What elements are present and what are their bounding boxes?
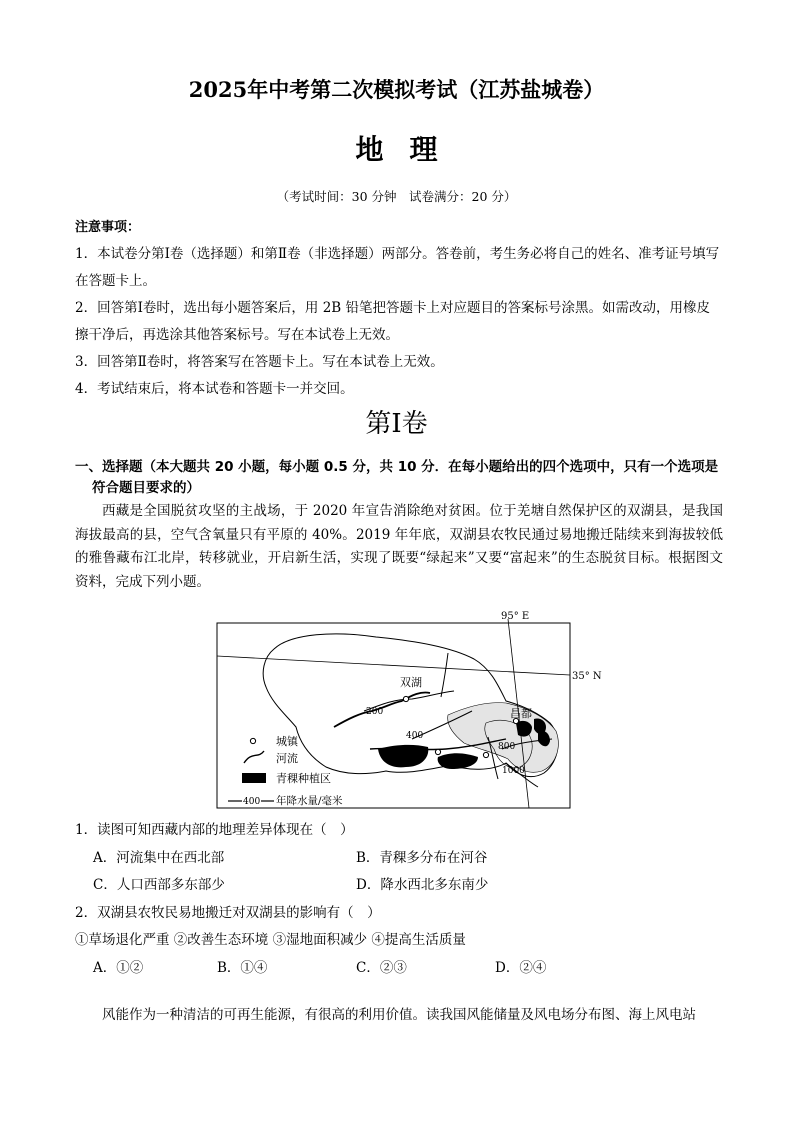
legend-town-icon [250, 738, 255, 743]
legend-isohyet-label: 年降水量/毫米 [276, 795, 343, 807]
question-1 [75, 817, 725, 900]
question-options [75, 872, 725, 900]
reading-passage: 西藏是全国脱贫攻坚的主战场，于 2020 年宣告消除绝对贫困。位于羌塘自然保护区的双湖县，是我国海拔最高的县，空气含氧量只有平原的 40%。2019 年年底，双湖县农牧民通过易地搬迁陆续来到海拔较低的雅鲁藏布江北岸，转移就业，开启新生活，实现了既要“绿起来”又要“富起来”的生态脱贫目标。根据图文资料，完成下列小题。 [75, 503, 723, 590]
legend-barley-label: 青稞种植区 [276, 772, 331, 785]
section-heading-line: 一、选择题（本大题共 20 小题，每小题 0.5 分，共 10 分．在每小题给出的四个选项中，只有一个选项是 [75, 459, 719, 475]
subject-title: 地理 [355, 133, 464, 166]
longitude-label: 95° E [501, 611, 530, 622]
notice-item: 1．本试卷分第Ⅰ卷（选择题）和第Ⅱ卷（非选择题）两部分。答卷前，考生务必将自己的姓名、准考证号填写在答题卡上。 [75, 246, 720, 289]
isohyet-label: 400 [406, 731, 424, 741]
question-options [75, 845, 725, 873]
option-a[interactable]: A．河流集中在西北部 [93, 849, 225, 866]
tibet-map [216, 611, 606, 811]
exam-info: （考试时间：30 分钟 试卷满分：20 分） [276, 189, 517, 204]
question-stem: 1．读图可知西藏内部的地理差异体现在（ ） [75, 822, 354, 838]
notice-item: 4．考试结束后，将本试卷和答题卡一并交回。 [75, 381, 354, 397]
option-a[interactable]: A．①② [93, 959, 144, 976]
barley-area [378, 745, 428, 768]
notice-heading: 注意事项： [75, 220, 141, 235]
legend-town-label: 城镇 [276, 735, 298, 748]
notice-item: 2．回答第Ⅰ卷时，选出每小题答案后，用 2B 铅笔把答题卡上对应题目的答案标号涂黑。如需改动，用橡皮擦干净后，再选涂其他答案标号。写在本试卷上无效。 [75, 300, 711, 343]
legend-river-icon [244, 751, 264, 763]
latitude-label: 35° N [572, 671, 602, 682]
volume-title: 第Ⅰ卷 [365, 409, 428, 439]
reading-passage-2: 风能作为一种清洁的可再生能源，有很高的利用价值。读我国风能储量及风电场分布图、海上风电站 [102, 1007, 696, 1023]
parallel-35n [217, 656, 570, 675]
option-c[interactable]: C．②③ [356, 959, 407, 976]
option-d[interactable]: D．降水西北多东南少 [356, 877, 489, 893]
barley-area [438, 753, 478, 769]
exam-title: 2025年中考第二次模拟考试（江苏盐城卷） [188, 77, 605, 102]
isohyet-label: 200 [366, 707, 384, 717]
question-2 [75, 900, 725, 983]
option-b[interactable]: B．①④ [217, 959, 268, 976]
isohyet-label: 1000 [502, 766, 525, 776]
notice-section [75, 214, 723, 403]
section-heading-line: 符合题目要求的） [92, 480, 200, 496]
question-list [75, 817, 725, 982]
notice-item: 3．回答第Ⅱ卷时，将答案写在答题卡上。写在本试卷上无效。 [75, 354, 444, 370]
question-stem: 2．双湖县农牧民易地搬迁对双湖县的影响有（ ） [75, 904, 381, 921]
town-changdu-label: 昌都 [510, 707, 532, 720]
legend-river-label: 河流 [276, 752, 298, 765]
option-b[interactable]: B．青稞多分布在河谷 [356, 849, 488, 866]
town-marker [483, 752, 488, 757]
question-statements: ①草场退化严重 ②改善生态环境 ③湿地面积减少 ④提高生活质量 [75, 932, 466, 948]
legend-isohyet-value: 400 [243, 797, 261, 807]
question-options [75, 955, 725, 983]
town-marker [435, 749, 440, 754]
legend-barley-icon [242, 773, 266, 783]
town-shuanghu-marker [403, 696, 408, 701]
isohyet-label: 800 [498, 742, 516, 752]
option-d[interactable]: D．②④ [495, 959, 547, 976]
option-c[interactable]: C．人口西部多东部少 [93, 877, 225, 893]
section-heading [75, 457, 725, 499]
river [441, 653, 448, 697]
town-shuanghu-label: 双湖 [400, 676, 422, 689]
